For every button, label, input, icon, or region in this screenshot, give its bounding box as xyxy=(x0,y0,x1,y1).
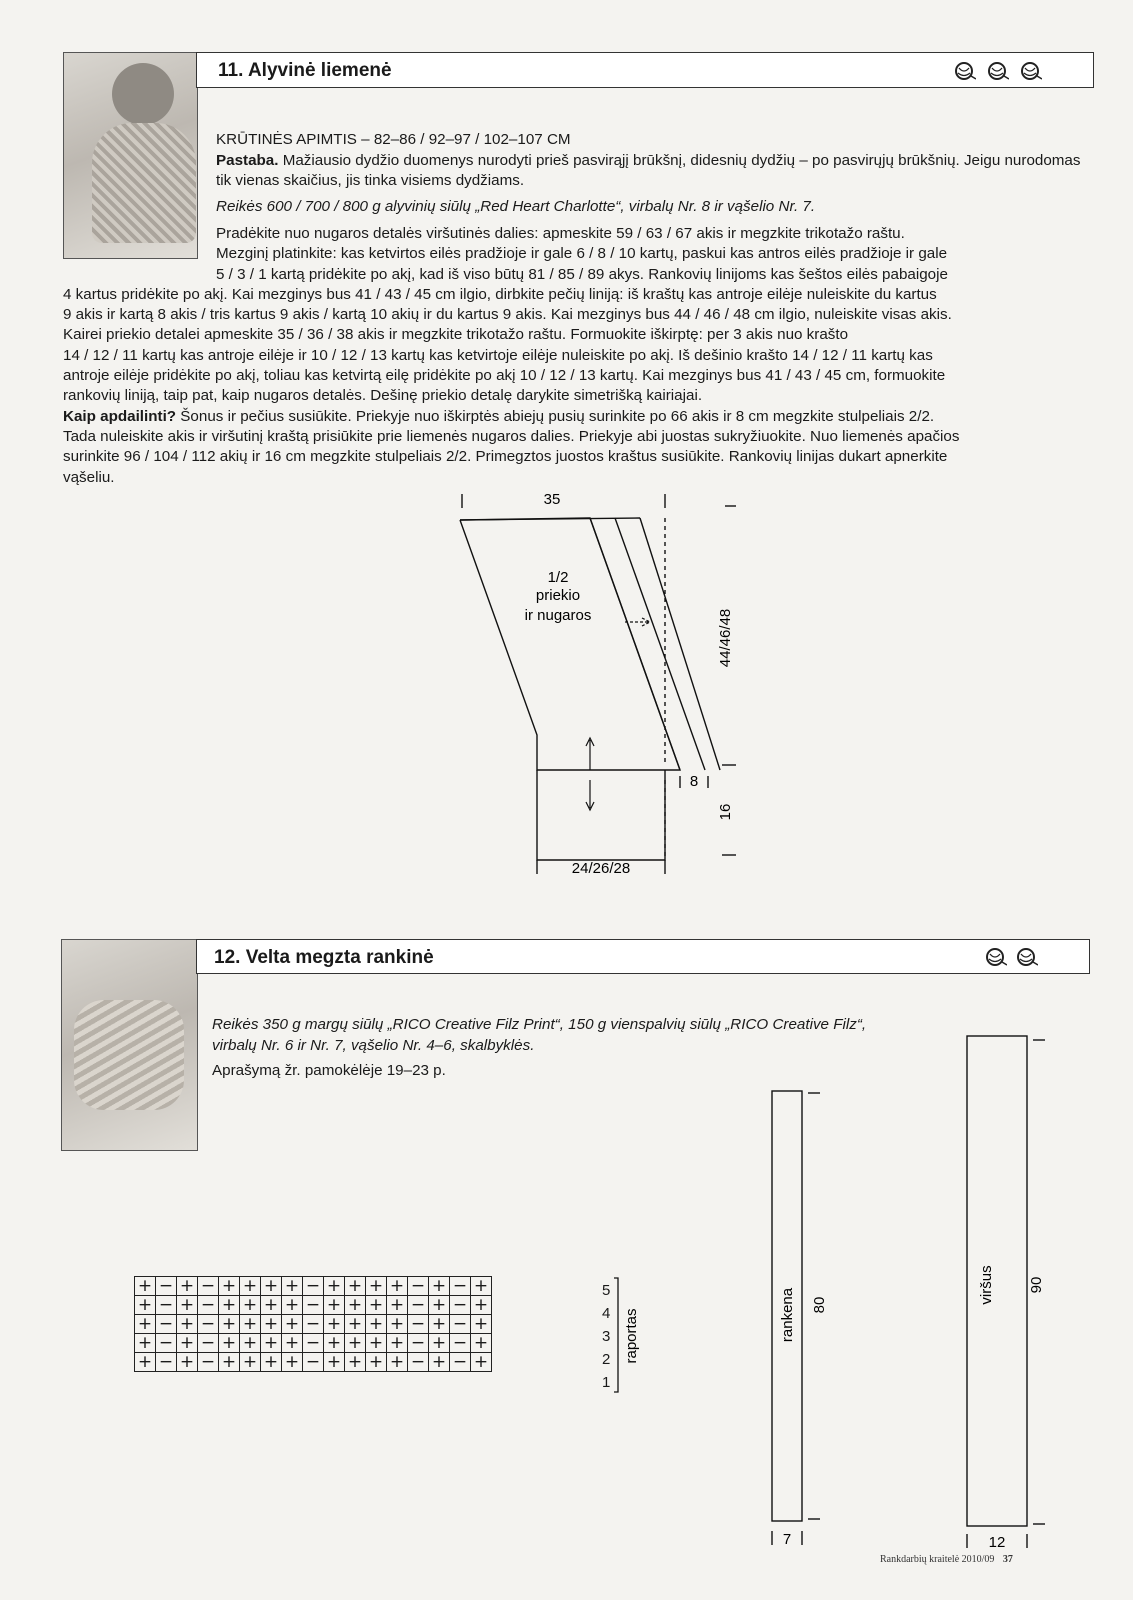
dim-bottom-height: 16 xyxy=(717,803,734,821)
chart-cell: − xyxy=(450,1296,471,1315)
section-11-title: 11. Alyvinė liemenė xyxy=(218,60,392,81)
chart-cell: + xyxy=(345,1334,366,1353)
yarn-ball-icon xyxy=(1020,60,1042,82)
bag-reference: Aprašymą žr. pamokėlėje 19–23 p. xyxy=(212,1062,446,1079)
row-number: 5 xyxy=(602,1282,611,1299)
chart-cell: + xyxy=(387,1315,408,1334)
chart-cell: − xyxy=(156,1277,177,1296)
chart-cell: + xyxy=(261,1296,282,1315)
chart-cell: + xyxy=(366,1296,387,1315)
chart-cell: + xyxy=(219,1353,240,1372)
note-label: Pastaba. xyxy=(216,152,279,169)
chart-cell: + xyxy=(345,1315,366,1334)
chart-cell: − xyxy=(198,1277,219,1296)
yarn-ball-icon xyxy=(1016,946,1038,968)
chart-cell: − xyxy=(303,1315,324,1334)
chart-cell: + xyxy=(471,1296,492,1315)
top-part-length: 90 xyxy=(1028,1276,1045,1294)
chart-row xyxy=(135,1296,492,1315)
chart-cell: + xyxy=(429,1315,450,1334)
finish-text: Šonus ir pečius susiūkite. Priekyje nuo iškirptės abiejų pusių surinkite po 66 akis ir 8 cm megzkite stulpeliais 2/2. xyxy=(176,407,935,425)
chart-cell: − xyxy=(408,1277,429,1296)
chart-cell: + xyxy=(471,1315,492,1334)
chart-cell: − xyxy=(303,1296,324,1315)
chart-cell: + xyxy=(387,1296,408,1315)
chart-cell: − xyxy=(198,1296,219,1315)
chart-cell: + xyxy=(177,1296,198,1315)
piece-label-line1: 1/2 xyxy=(547,569,569,586)
instruction-line: 9 akis ir kartą 8 akis / tris kartus 9 akis / kartą 10 akių ir du kartus 9 akis. Kai mezginys bus 44 / 46 / 48 cm ilgio, nuleiskite visas akis. xyxy=(63,306,952,324)
materials-line: Reikės 600 / 700 / 800 g alyvinių siūlų „Red Heart Charlotte“, virbalų Nr. 8 ir vąšelio Nr. 7. xyxy=(216,198,816,215)
chart-cell: − xyxy=(450,1315,471,1334)
instruction-line: Pradėkite nuo nugaros detalės viršutinės dalies: apmeskite 59 / 63 / 67 akis ir megzkite trikotažo raštu. xyxy=(216,225,905,242)
chart-cell: + xyxy=(261,1277,282,1296)
row-number: 1 xyxy=(602,1374,611,1391)
yarn-ball-icon xyxy=(985,946,1007,968)
note-text: Mažiausio dydžio duomenys nurodyti prieš pasvirąjį brūkšnį, didesnių dydžių – po pasvirųjų brūkšnių. Jeigu nurodomas tik vienas skaičius, jis tinka visiems dydžiams. xyxy=(216,152,1081,190)
chart-cell: + xyxy=(219,1277,240,1296)
chart-cell: − xyxy=(198,1315,219,1334)
chart-cell: + xyxy=(324,1315,345,1334)
instruction-line: antroje eilėje pridėkite po akį, toliau kas ketvirtą eilę pridėkite po akį 10 / 12 / 13 kartų. Kai mezginys bus 41 / 43 / 45 cm, formuokite xyxy=(63,367,946,385)
handle-length: 80 xyxy=(811,1296,828,1314)
dim-top-width: 35 xyxy=(543,491,561,508)
stitch-chart xyxy=(134,1276,492,1372)
chart-cell: + xyxy=(324,1296,345,1315)
chart-cell: − xyxy=(408,1334,429,1353)
chart-cell: + xyxy=(324,1277,345,1296)
chart-cell: + xyxy=(282,1277,303,1296)
chart-cell: + xyxy=(429,1353,450,1372)
instruction-line: 14 / 12 / 11 kartų kas antroje eilėje ir 10 / 12 / 13 kartų kas ketvirtoje eilėje nuleiskite po akį. Iš dešinio krašto 14 / 12 / 11 kartų kas xyxy=(63,346,933,364)
bag-photo xyxy=(61,939,198,1151)
chart-cell: + xyxy=(282,1315,303,1334)
chart-cell: + xyxy=(429,1296,450,1315)
magazine-name: Rankdarbių kraitelė 2010/09 xyxy=(880,1554,995,1565)
chart-cell: + xyxy=(282,1334,303,1353)
instruction-line: Mezginį platinkite: kas ketvirtos eilės pradžioje ir gale 6 / 8 / 10 kartų, paskui kas antros eilės pradžioje ir gale xyxy=(216,245,948,263)
chart-cell: − xyxy=(156,1315,177,1334)
bag-materials-line1: Reikės 350 g margų siūlų „RICO Creative Filz Print“, 150 g vienspalvių siūlų „RICO Creative Filz“, xyxy=(212,1016,867,1033)
chart-cell: − xyxy=(198,1353,219,1372)
chart-cell: − xyxy=(156,1334,177,1353)
row-number: 4 xyxy=(602,1305,611,1322)
chart-cell: + xyxy=(135,1353,156,1372)
top-part-width: 12 xyxy=(988,1534,1006,1551)
chart-row xyxy=(135,1334,492,1353)
chart-cell: + xyxy=(240,1277,261,1296)
chart-cell: + xyxy=(366,1334,387,1353)
section-12-title: 12. Velta megzta rankinė xyxy=(214,947,434,968)
instruction-line: 5 / 3 / 1 kartą pridėkite po akį, kad iš viso būtų 81 / 85 / 89 akys. Rankovių linijoms kas šeštos eilės pabaigoje xyxy=(216,265,948,283)
finish-label: Kaip apdailinti? xyxy=(63,407,177,425)
top-part-label: viršus xyxy=(978,1265,995,1305)
top-part-schematic xyxy=(955,1030,1050,1555)
chart-cell: − xyxy=(156,1353,177,1372)
chart-cell: − xyxy=(303,1353,324,1372)
chart-cell: + xyxy=(219,1296,240,1315)
handle-width: 7 xyxy=(782,1531,792,1548)
chart-cell: + xyxy=(345,1353,366,1372)
chart-cell: + xyxy=(282,1296,303,1315)
chart-cell: + xyxy=(135,1315,156,1334)
chart-cell: + xyxy=(177,1277,198,1296)
chart-cell: + xyxy=(345,1296,366,1315)
instruction-line: Kairei priekio detalei apmeskite 35 / 36 / 38 akis ir megzkite trikotažo raštu. Formuokite iškirptę: per 3 akis nuo krašto xyxy=(63,326,849,344)
chart-cell: + xyxy=(135,1296,156,1315)
chart-cell: − xyxy=(450,1334,471,1353)
chart-cell: − xyxy=(303,1334,324,1353)
finishing-line: Tada nuleiskite akis ir viršutinį kraštą prisiūkite prie liemenės nugaros dalies. Priekyje abi juostas sukryžiuokite. Nuo liemenės apačios xyxy=(63,427,960,445)
chart-cell: + xyxy=(219,1315,240,1334)
repeat-label: raportas xyxy=(623,1308,640,1364)
finishing-line: vąšeliu. xyxy=(63,468,115,486)
piece-label-line2: priekio xyxy=(535,587,581,604)
yarn-ball-icon xyxy=(954,60,976,82)
finishing-line: surinkite 96 / 104 / 112 akių ir 16 cm megzkite stulpeliais 2/2. Primegztos juostos kraštus susiūkite. Rankovių linijas dukart apnerkite xyxy=(63,448,948,466)
chart-cell: + xyxy=(240,1334,261,1353)
chart-cell: − xyxy=(303,1277,324,1296)
chart-cell: − xyxy=(408,1353,429,1372)
chart-cell: − xyxy=(450,1353,471,1372)
chart-row xyxy=(135,1353,492,1372)
chart-cell: + xyxy=(177,1334,198,1353)
chart-cell: + xyxy=(429,1277,450,1296)
chart-cell: + xyxy=(177,1353,198,1372)
handle-label: rankena xyxy=(779,1287,796,1343)
page-footer xyxy=(880,1554,1013,1565)
chart-cell: + xyxy=(240,1296,261,1315)
chart-row xyxy=(135,1277,492,1296)
dim-band-width: 8 xyxy=(689,773,699,790)
chart-cell: − xyxy=(156,1296,177,1315)
vest-schematic xyxy=(440,490,760,890)
chart-cell: − xyxy=(450,1277,471,1296)
instruction-line: 4 kartus pridėkite po akį. Kai mezginys bus 41 / 43 / 45 cm ilgio, dirbkite pečių liniją: iš kraštų kas antroje eilėje nuleiskite du kartus xyxy=(63,285,937,303)
chart-row xyxy=(135,1315,492,1334)
chart-cell: + xyxy=(387,1277,408,1296)
chart-cell: + xyxy=(324,1353,345,1372)
chart-cell: + xyxy=(345,1277,366,1296)
chart-cell: − xyxy=(408,1296,429,1315)
chart-cell: + xyxy=(261,1353,282,1372)
chart-cell: + xyxy=(471,1277,492,1296)
chart-cell: + xyxy=(366,1277,387,1296)
note-paragraph xyxy=(216,151,1096,192)
chart-cell: − xyxy=(198,1334,219,1353)
yarn-ball-icon xyxy=(987,60,1009,82)
instruction-line: rankovių liniją, taip pat, kaip nugaros detalės. Dešinę priekio detalę darykite simetrišką kairiajai. xyxy=(63,387,703,405)
chart-cell: + xyxy=(219,1334,240,1353)
sizes-line: KRŪTINĖS APIMTIS – 82–86 / 92–97 / 102–107 CM xyxy=(216,131,571,148)
chart-cell: + xyxy=(324,1334,345,1353)
chart-cell: + xyxy=(261,1315,282,1334)
chart-cell: + xyxy=(240,1353,261,1372)
dim-height: 44/46/48 xyxy=(717,608,734,668)
repeat-bracket xyxy=(600,1276,640,1396)
instructions-block xyxy=(63,224,1103,488)
dim-bottom-width: 24/26/28 xyxy=(571,860,631,877)
chart-cell: + xyxy=(429,1334,450,1353)
bag-materials-line2: virbalų Nr. 6 ir Nr. 7, vąšelio Nr. 4–6, skalbyklės. xyxy=(212,1037,535,1054)
page-number: 37 xyxy=(1002,1554,1013,1565)
chart-cell: + xyxy=(135,1334,156,1353)
chart-cell: + xyxy=(135,1277,156,1296)
chart-cell: + xyxy=(471,1334,492,1353)
chart-cell: + xyxy=(282,1353,303,1372)
chart-cell: + xyxy=(261,1334,282,1353)
chart-cell: + xyxy=(387,1353,408,1372)
chart-cell: + xyxy=(471,1353,492,1372)
chart-cell: + xyxy=(366,1353,387,1372)
chart-cell: − xyxy=(408,1315,429,1334)
row-number: 3 xyxy=(602,1328,611,1345)
chart-cell: + xyxy=(177,1315,198,1334)
handle-schematic xyxy=(760,1085,830,1555)
chart-cell: + xyxy=(366,1315,387,1334)
chart-cell: + xyxy=(387,1334,408,1353)
piece-label-line3: ir nugaros xyxy=(524,607,592,624)
finishing-line xyxy=(63,407,1103,427)
chart-cell: + xyxy=(240,1315,261,1334)
row-number: 2 xyxy=(602,1351,611,1368)
